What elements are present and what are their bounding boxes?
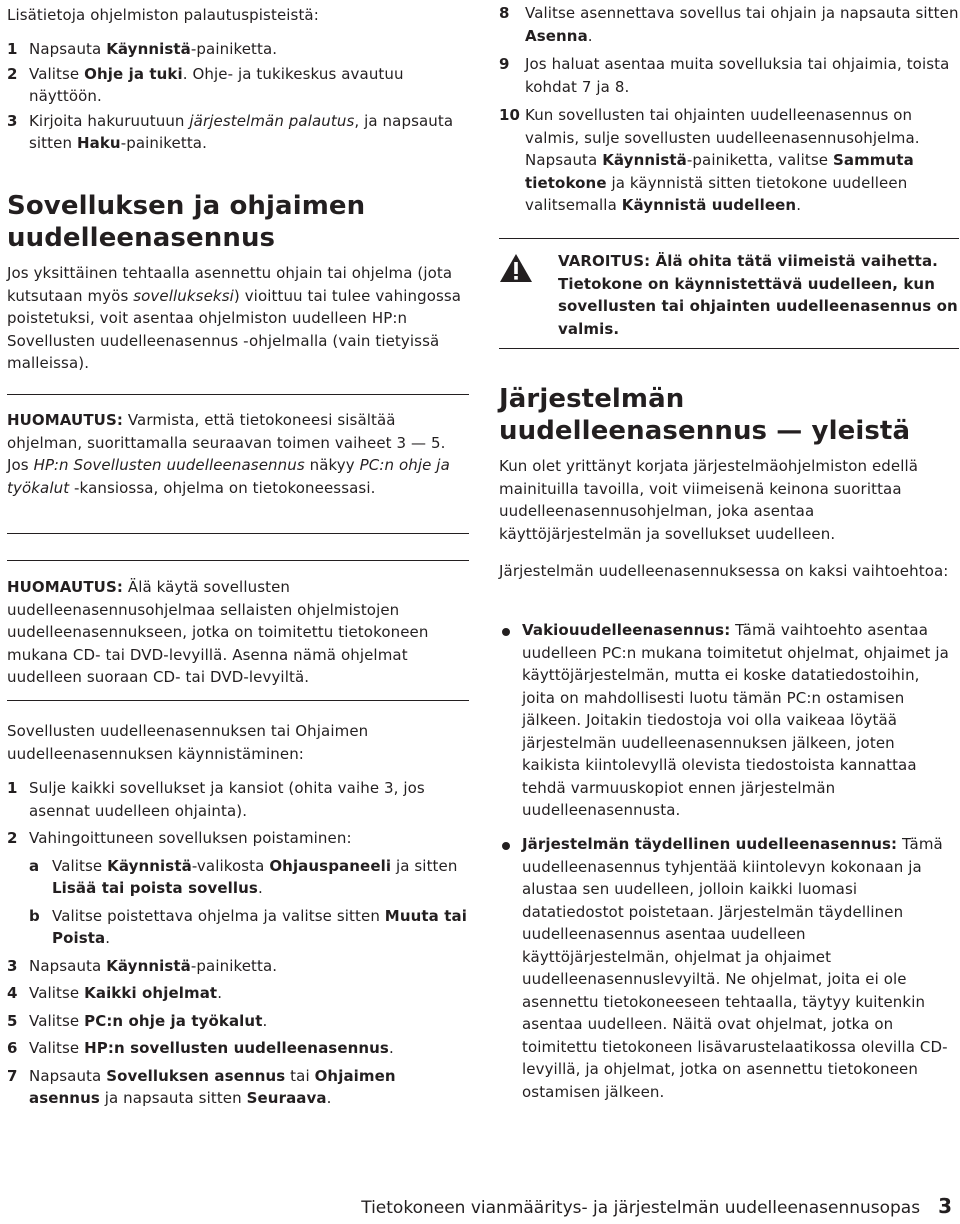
step-8: 8 Valitse asennettava sovellus tai ohjain ja napsauta sitten Asenna. (499, 4, 959, 45)
divider (499, 238, 959, 239)
reinstall-steps-continued (499, 2, 959, 217)
body-paragraph: Kun olet yrittänyt korjata järjestelmäohjelmiston edellä mainituilla tavoilla, voit viimeisenä keinona suorittaa uudelleenasennusohjelman, joka asentaa käyttöjärjestelmän ja sovellukset uudelleen. (499, 457, 919, 543)
step-1: 1 Napsauta Käynnistä-painiketta. (7, 40, 278, 58)
divider (7, 533, 469, 534)
list-item: Vakiouudelleenasennus: Tämä vaihtoehto asentaa uudelleen PC:n mukana toimitetut ohjelmat, ohjaimet ja käyttöjärjestelmän, mutta ei koske datatiedostoihin, joita on mahdollisesti luotu tämän PC:n ostamisen jälkeen. Joitakin tiedostoja voi olla vaikeaa löytää järjestelmän uudelleenasennuksen jälkeen, joten kaikista kiintolevyllä olevista tiedostoista kannattaa tehdä varmuuskopiot ennen järjestelmän uudelleenasennusta. (499, 619, 952, 822)
step-7: 7 Napsauta Sovelluksen asennus tai Ohjaimen asennus ja napsauta sitten Seuraava. (7, 1066, 396, 1107)
body-paragraph: Järjestelmän uudelleenasennuksessa on kaksi vaihtoehtoa: (499, 562, 949, 580)
divider (7, 560, 469, 561)
step-2a: a Valitse Käynnistä-valikosta Ohjauspaneeli ja sitten Lisää tai poista sovellus. (29, 856, 458, 897)
warning-text: VAROITUS: Älä ohita tätä viimeistä vaihetta. Tietokone on käynnistettävä uudelleen, kun sovellusten tai ohjainten uudelleenasennus on valmis. (558, 252, 958, 338)
step-6: 6 Valitse HP:n sovellusten uudelleenasennus. (7, 1039, 394, 1057)
step-2: 2 Valitse Ohje ja tuki. Ohje- ja tukikeskus avautuu näyttöön. (7, 64, 404, 105)
step-5: 5 Valitse PC:n ohje ja työkalut. (7, 1011, 268, 1030)
warning-box (499, 250, 958, 340)
step-2: 2 Vahingoittuneen sovelluksen poistaminen: (7, 829, 352, 847)
restore-steps (7, 38, 469, 155)
divider (7, 394, 469, 395)
intro-text: Lisätietoja ohjelmiston palautuspisteistä: (7, 6, 319, 24)
page-number: 3 (938, 1194, 952, 1218)
step-4: 4 Valitse Kaikki ohjelmat. (7, 984, 223, 1002)
note-1: HUOMAUTUS: Varmista, että tietokoneesi sisältää ohjelman, suorittamalla seuraavan toimen vaiheet 3 — 5. Jos HP:n Sovellusten uudelleenasennus näkyy PC:n ohje ja työkalut -kansiossa, ohjelma on tietokoneessasi. (7, 411, 450, 497)
step-1: 1 Sulje kaikki sovellukset ja kansiot (ohita vaihe 3, jos asennat uudelleen ohjainta). (7, 779, 425, 820)
bullet-dot (502, 842, 510, 850)
start-text: Sovellusten uudelleenasennuksen tai Ohjaimen uudelleenasennuksen käynnistäminen: (7, 722, 369, 763)
section-heading-system-reinstall: Järjestelmän uudelleenasennus — yleistä (499, 384, 911, 446)
bullet-dot (502, 628, 510, 636)
page-footer (361, 1195, 952, 1219)
footer-title: Tietokoneen vianmääritys- ja järjestelmän uudelleenasennusopas (361, 1198, 921, 1218)
reinstall-steps (7, 777, 469, 1110)
warning-triangle-icon (499, 253, 533, 283)
step-9: 9 Jos haluat asentaa muita sovelluksia tai ohjaimia, toista kohdat 7 ja 8. (499, 55, 950, 96)
step-2b: b Valitse poistettava ohjelma ja valitse sitten Muuta tai Poista. (29, 906, 467, 947)
body-paragraph: Jos yksittäinen tehtaalla asennettu ohjain tai ohjelma (jota kutsutaan myös sovellukseksi) vioittuu tai tulee vahingossa poistetuksi, voit asentaa ohjelmiston uudelleen HP:n Sovellusten uudelleenasennus -ohjelmalla (vain tietyissä malleissa). (7, 264, 462, 372)
divider (7, 700, 469, 701)
step-10: 10 Kun sovellusten tai ohjainten uudelleenasennus on valmis, sulje sovellusten uudelleenasennusohjelma. Napsauta Käynnistä-painiketta, valitse Sammuta tietokone ja käynnistä sitten tietokone uudelleen valitsemalla Käynnistä uudelleen. (499, 106, 920, 214)
list-item: Järjestelmän täydellinen uudelleenasennus: Tämä uudelleenasennus tyhjentää kiintolevyn kokonaan ja alustaa sen uudelleen, jolloin kaikki luomasi datatiedostot poistetaan. Järjestelmän täydellinen uudelleenasennus asentaa uudelleen käyttöjärjestelmän, ohjelmat ja ohjaimet uudelleenasennuslevyiltä. Ne ohjelmat, joita ei ole asennettu tietokoneeseen tehtaalla, täytyy kuitenkin asentaa uudelleen. Näitä ovat ohjelmat, jotka on toimitettu tietokoneen lisävarustelaatikossa olevilla CD-levyillä, ja ohjelmat, jotka on asennettu tietokoneen ostamisen jälkeen. (499, 833, 952, 1103)
step-3: 3 Kirjoita hakuruutuun järjestelmän palautus, ja napsauta sitten Haku-painiketta. (7, 111, 454, 152)
section-heading-app-reinstall: Sovelluksen ja ohjaimen uudelleenasennus (7, 191, 366, 253)
step-3: 3 Napsauta Käynnistä-painiketta. (7, 956, 278, 975)
note-2: HUOMAUTUS: Älä käytä sovellusten uudelleenasennusohjelmaa sellaisten ohjelmistojen uudelleenasennukseen, jotka on toimitettu tietokoneen mukana CD- tai DVD-levyillä. Asenna nämä ohjelmat uudelleen suoraan CD- tai DVD-levyiltä. (7, 578, 429, 686)
divider (499, 348, 959, 349)
